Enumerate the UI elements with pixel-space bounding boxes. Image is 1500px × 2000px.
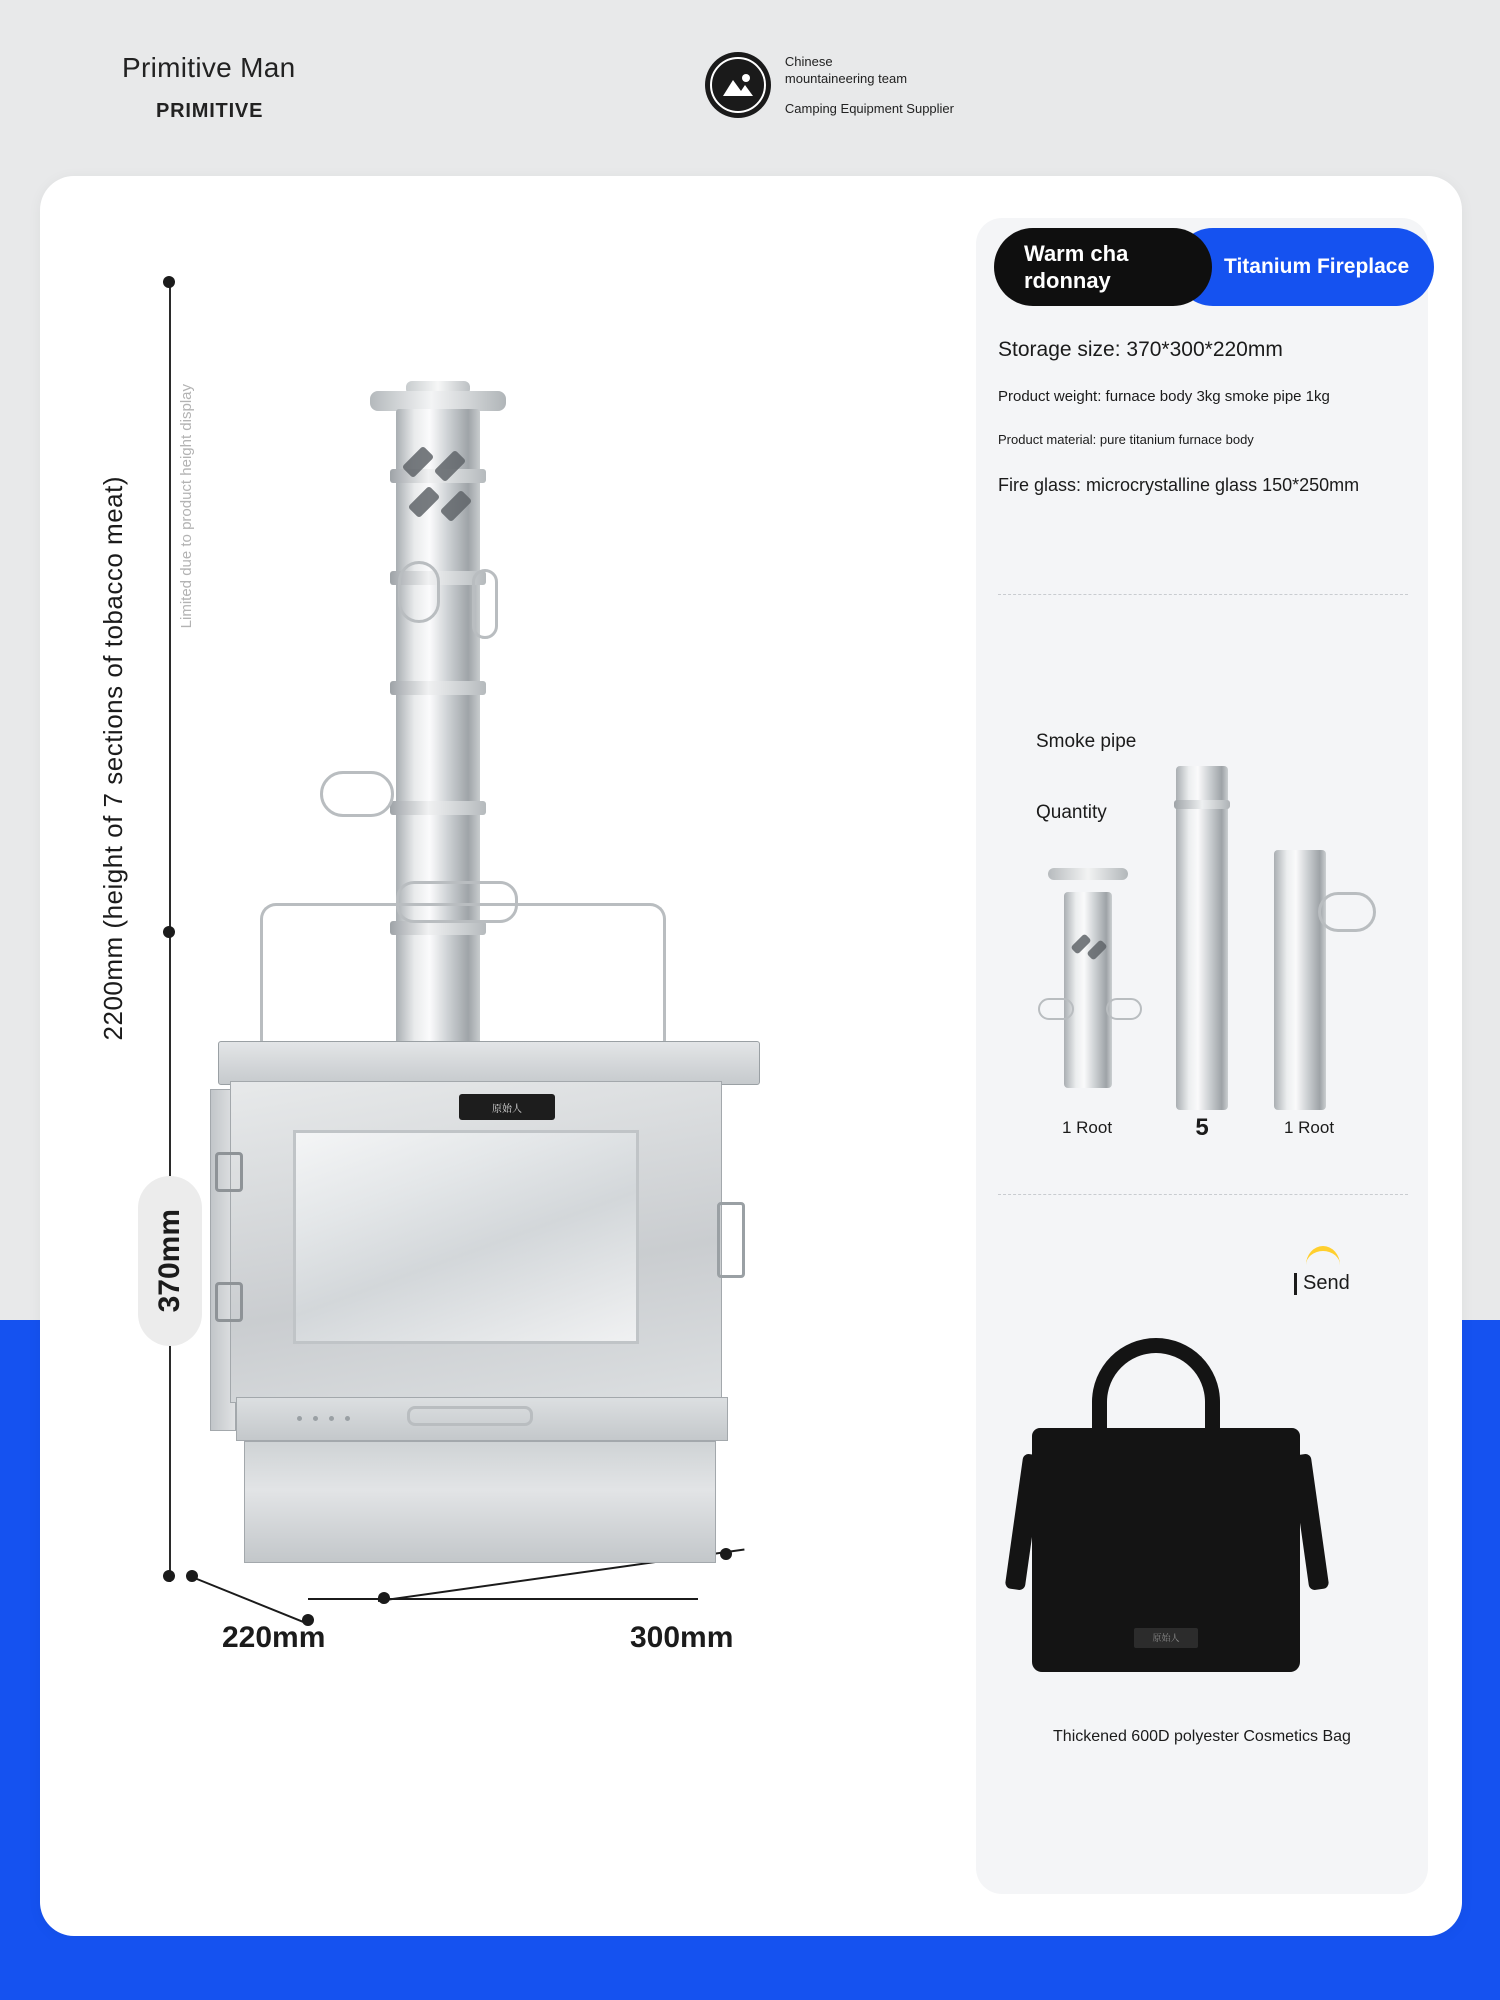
total-height-label: 2200mm (height of 7 sections of tobacco meat): [98, 476, 128, 1041]
chimney-joint-3: [390, 681, 486, 695]
depth-dot-left: [186, 1570, 198, 1582]
stove-body: [210, 1041, 770, 1561]
brand-nameplate: [459, 1094, 555, 1120]
carry-bag-image: [1014, 1258, 1344, 1698]
bag-handle: [1092, 1338, 1220, 1438]
chimney-latch-2: [472, 569, 498, 639]
smoke-pipe-quantity-label: Quantity: [1036, 802, 1107, 823]
nameplate-text: 原始人: [492, 1103, 522, 1115]
chimney-latch-1: [398, 561, 440, 623]
supplier-role: Camping Equipment Supplier: [784, 100, 954, 116]
tab-warm-label: Warm cha rdonnay: [1024, 240, 1129, 293]
pipe-caption-3: 1 Root: [1283, 1118, 1335, 1137]
chimney-joint-4: [390, 801, 486, 815]
door-latch-handle: [717, 1202, 745, 1278]
send-label: Send: [1303, 1272, 1350, 1294]
carry-bag-section: [976, 1228, 1428, 1828]
stove-base-stand: [244, 1441, 716, 1563]
air-hole-3: [329, 1416, 334, 1421]
door-hinge-top: [215, 1152, 243, 1192]
straight-pipe-icon: [1176, 766, 1228, 1110]
pipe-item-straight: [1162, 766, 1242, 1116]
spring-grip: [396, 881, 518, 923]
pipe-caption-2: 5: [1195, 1114, 1209, 1141]
stove-top-plate: [218, 1041, 760, 1085]
pipe-caption-1: 1 Root: [1061, 1118, 1113, 1137]
product-info-panel: [976, 218, 1428, 1894]
tab-titanium-fireplace[interactable]: [1174, 228, 1434, 306]
damper-pipe-icon: [1274, 850, 1326, 1110]
chimney-rain-cap: [370, 391, 506, 411]
supplier-line-2: mountaineering team: [784, 70, 908, 86]
smoke-pipe-section: [976, 618, 1428, 1178]
bottom-blue-strip: [0, 1940, 1500, 2000]
spec-product-weight: Product weight: furnace body 3kg smoke pipe 1kg: [998, 388, 1330, 405]
door-hinge-bottom: [215, 1282, 243, 1322]
straight-pipe-joint: [1174, 800, 1230, 809]
pipe-item-damper: [1264, 850, 1394, 1116]
chimney-body-icon: [1064, 892, 1112, 1088]
chimney-icon-ring-right: [1106, 998, 1142, 1020]
damper-ring-handle: [1318, 892, 1376, 932]
supplier-line-1: Chinese: [784, 54, 833, 70]
depth-label: 220mm: [222, 1621, 326, 1654]
air-hole-4: [345, 1416, 350, 1421]
stove-front-door: [230, 1081, 722, 1403]
carry-handle-bar: [260, 903, 666, 1056]
tab-warm-chardonnay[interactable]: [994, 228, 1212, 306]
tab-titanium-label: Titanium Fireplace: [1224, 254, 1410, 278]
air-hole-2: [313, 1416, 318, 1421]
product-illustration-area: [40, 176, 970, 1936]
supplier-name: [785, 54, 954, 87]
fire-glass-window: [293, 1130, 639, 1344]
width-label: 300mm: [630, 1621, 734, 1654]
spec-fire-glass: Fire glass: microcrystalline glass 150*250mm: [998, 474, 1360, 495]
bag-caption: Thickened 600D polyester Cosmetics Bag: [1053, 1728, 1351, 1745]
supplier-block: [705, 52, 954, 118]
brand-title: Primitive Man: [122, 52, 296, 83]
body-height-label: 370mm: [153, 1209, 186, 1313]
page-header: [0, 0, 1500, 168]
smoke-pipe-title: Smoke pipe: [1036, 731, 1137, 752]
height-dimension-ruler: [162, 276, 178, 1586]
specification-list: [998, 338, 1418, 496]
brand-block: [122, 52, 296, 123]
pipe-item-chimney: [1032, 868, 1142, 1108]
brand-subtitle: PRIMITIVE: [156, 100, 264, 122]
main-content-card: [40, 176, 1462, 1936]
chimney-icon-ring-left: [1038, 998, 1074, 1020]
height-display-note: Limited due to product height display: [178, 384, 195, 629]
chimney-ring-handle: [320, 771, 394, 817]
body-height-badge: [138, 1176, 202, 1346]
ash-drawer: [236, 1397, 728, 1441]
spec-storage-size: Storage size: 370*300*220mm: [998, 338, 1283, 361]
stove-product-image: [210, 381, 890, 1621]
spec-product-material: Product material: pure titanium furnace body: [998, 432, 1254, 447]
bag-logo-label: 原始人: [1134, 1628, 1198, 1648]
divider-top: [998, 594, 1408, 595]
chimney-cap-icon: [1048, 868, 1128, 880]
ruler-dot-top: [163, 276, 175, 288]
ruler-dot-mid: [163, 926, 175, 938]
ruler-dot-bottom: [163, 1570, 175, 1582]
divider-bottom: [998, 1194, 1408, 1195]
mountain-circle-logo-icon: [705, 52, 771, 118]
ash-drawer-handle: [407, 1406, 533, 1426]
title-tabs: [994, 228, 1434, 306]
air-hole-1: [297, 1416, 302, 1421]
